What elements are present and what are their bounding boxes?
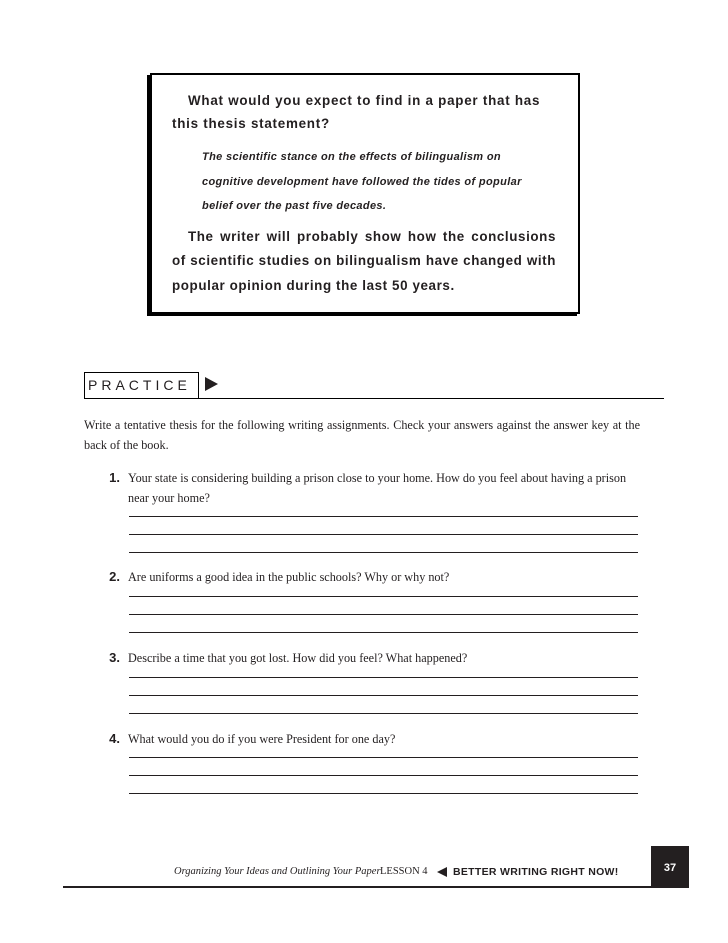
answer-line[interactable] [129,757,638,758]
answer-line[interactable] [129,775,638,776]
practice-instructions: Write a tentative thesis for the following writing assignments. Check your answers against the answer key at the back of the book. [84,418,640,452]
item-prompt: What would you do if you were President for one day? [128,732,396,746]
answer-line[interactable] [129,552,638,553]
answer-line[interactable] [129,695,638,696]
answer-line[interactable] [129,677,638,678]
play-arrow-icon [205,377,218,391]
footer-book-title: BETTER WRITING RIGHT NOW! [453,866,619,878]
answer-line[interactable] [129,516,638,517]
answer-line[interactable] [129,632,638,633]
item-number: 2. [109,569,120,584]
page-footer [0,862,728,882]
item-prompt: Are uniforms a good idea in the public schools? Why or why not? [128,570,450,584]
page-number: 37 [651,846,689,886]
example-callout-box [150,73,580,314]
item-number: 4. [109,731,120,746]
answer-line[interactable] [129,614,638,615]
footer-chapter-title: Organizing Your Ideas and Outlining Your Paper [174,866,381,877]
practice-divider [84,398,664,399]
footer-lesson: LESSON 4 [380,866,428,877]
left-arrow-icon [437,867,447,877]
footer-divider [63,886,689,888]
item-prompt: Your state is considering building a prison close to your home. How do you feel about having a prison near your home? [128,471,627,505]
answer-line[interactable] [129,596,638,597]
item-number: 3. [109,650,120,665]
practice-heading: PRACTICE [84,372,199,399]
item-number: 1. [109,470,120,485]
answer-line[interactable] [129,713,638,714]
answer-line[interactable] [129,534,638,535]
item-prompt: Describe a time that you got lost. How did you feel? What happened? [128,651,468,665]
callout-question: What would you expect to find in a paper that has this thesis statement? [172,93,541,131]
callout-answer: The writer will probably show how the conclusions of scientific studies on bilingualism have changed with popular opinion during the last 50 years. [172,228,556,293]
callout-thesis-statement: The scientific stance on the effects of bilingualism on cognitive development have followed the tides of popular belief over the past five decades. [202,151,522,212]
answer-line[interactable] [129,793,638,794]
